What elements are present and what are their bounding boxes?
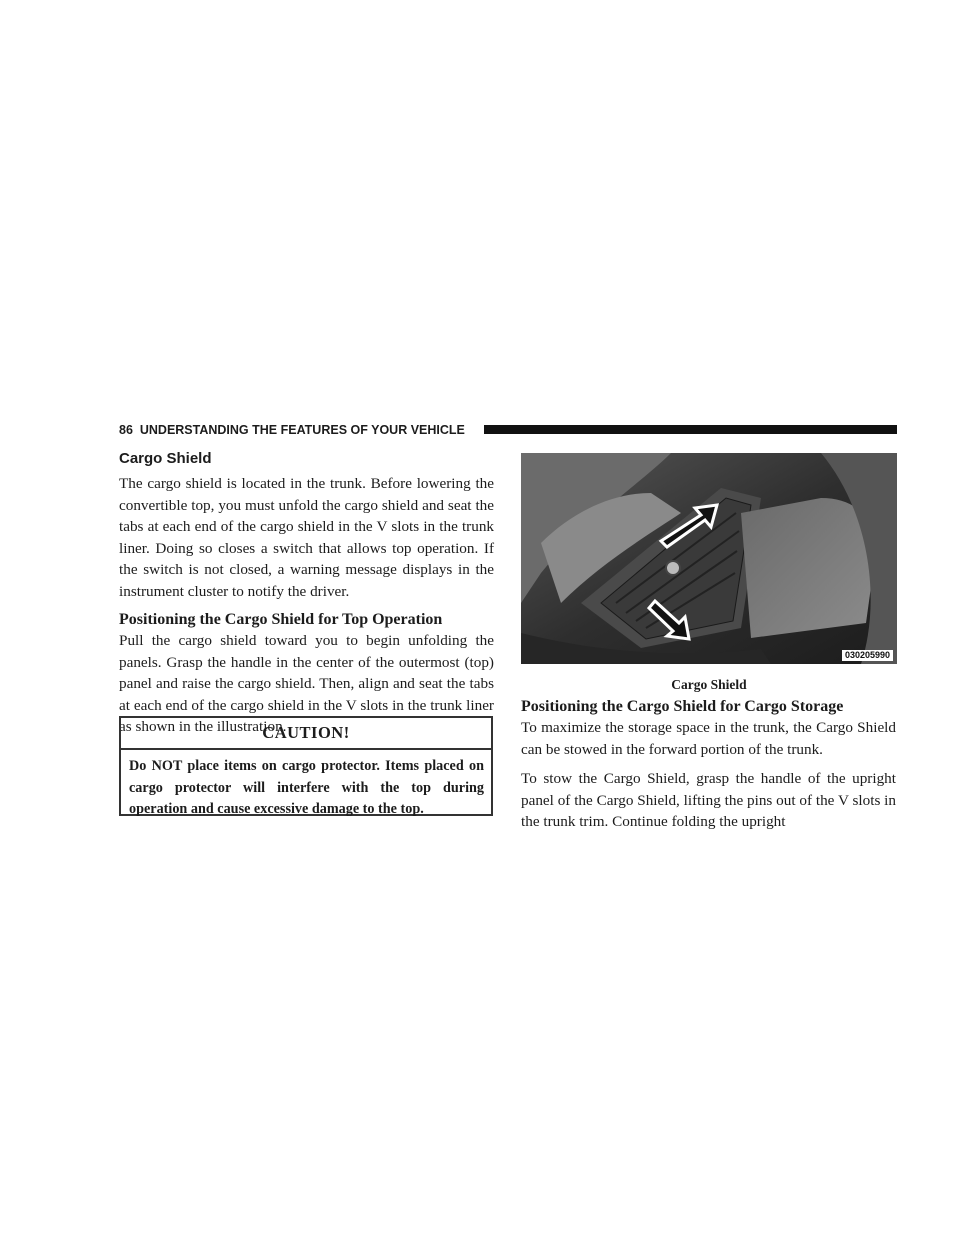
caution-title: CAUTION! — [121, 718, 491, 750]
caution-body: Do NOT place items on cargo protector. Items placed on cargo protector will interfere with the top during operation and cause excessive damage to the top. — [129, 758, 484, 817]
right-column — [521, 697, 896, 833]
cargo-shield-heading: Cargo Shield — [119, 450, 212, 467]
header-rule — [484, 425, 897, 434]
page-header-text — [119, 422, 465, 438]
top-operation-heading: Positioning the Cargo Shield for Top Operation — [119, 611, 443, 628]
page-header — [119, 422, 897, 438]
cargo-shield-paragraph: The cargo shield is located in the trunk. Before lowering the convertible top, you must unfold the cargo shield and seat the tabs at each end of the cargo shield in the V slots in the trunk liner. Doing so closes a switch that allows top operation. If the switch is not closed, a warning message displays in the instrument cluster to notify the driver. — [119, 475, 494, 600]
cargo-storage-paragraph-2: To stow the Cargo Shield, grasp the handle of the upright panel of the Cargo Shield, lifting the pins out of the V slots in the trunk trim. Continue folding the upright — [521, 770, 896, 830]
figure-caption: Cargo Shield — [671, 677, 747, 692]
figure-code: 030205990 — [842, 650, 893, 661]
cargo-storage-heading: Positioning the Cargo Shield for Cargo Storage — [521, 698, 844, 715]
page-number: 86 — [119, 423, 133, 437]
section-title: UNDERSTANDING THE FEATURES OF YOUR VEHICLE — [139, 423, 465, 437]
left-column — [119, 449, 494, 738]
top-operation-paragraph: Pull the cargo shield toward you to begin unfolding the panels. Grasp the handle in the center of the outermost (top) panel and raise the cargo shield. Then, align and seat the tabs at each end of the cargo shield in the V slots in the trunk liner as shown in the illustration. — [119, 632, 494, 735]
trunk-illustration — [521, 453, 897, 664]
cargo-storage-paragraph-1: To maximize the storage space in the trunk, the Cargo Shield can be stowed in the forward portion of the trunk. — [521, 719, 896, 758]
caution-box — [119, 716, 493, 816]
cargo-shield-photo — [521, 453, 897, 664]
